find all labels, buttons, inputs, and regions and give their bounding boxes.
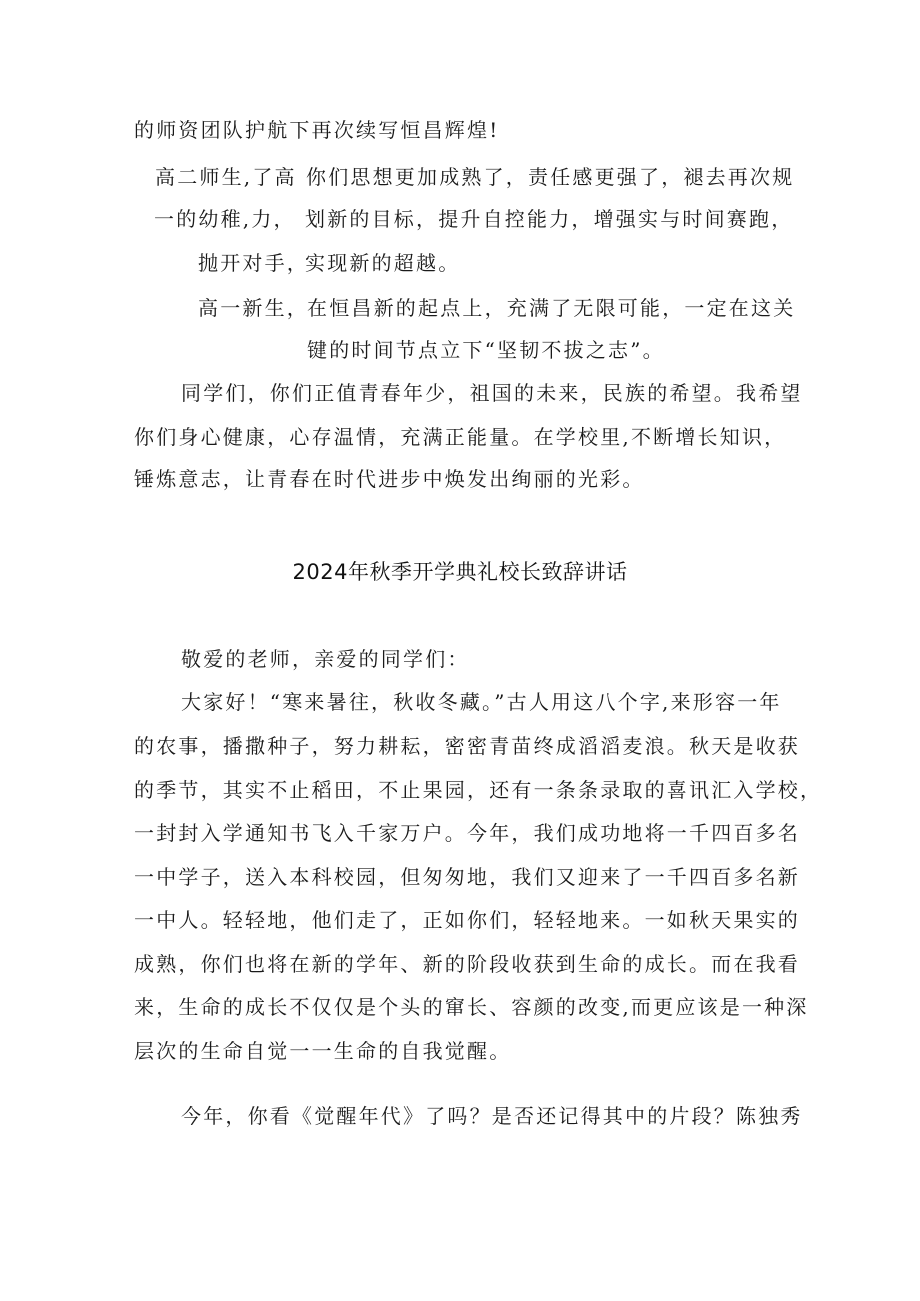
text-line: 层次的生命自觉一一生命的自我觉醒。 <box>134 1039 512 1063</box>
text-line: 一中人。轻轻地，他们走了，正如你们，轻轻地来。一如秋天果实的 <box>134 908 800 932</box>
text-line: 你们身心健康，心存温情，充满正能量。在学校里,不断增长知识， <box>134 425 787 449</box>
grade1-label: 高一新生， <box>198 296 309 320</box>
text-line: 一中学子，送入本科校园，但匆匆地，我们又迎来了一千四百多名新 <box>134 865 800 889</box>
grade2-label: 抛开对手， <box>198 251 309 275</box>
page-title: 2024年秋季开学典礼校长致辞讲话 <box>292 560 628 584</box>
grade2-label: 高二师生,了高 <box>155 165 297 189</box>
greeting: 敬爱的老师，亲爱的同学们： <box>181 647 470 671</box>
text-line: 你们思想更加成熟了，责任感更强了，褪去再次规 <box>306 165 795 189</box>
text-line: 划新的目标，提升自控能力，增强实与时间赛跑， <box>305 207 794 231</box>
text-line: 实现新的超越。 <box>305 251 461 275</box>
text-line: 来，生命的成长不仅仅是个头的窜长、容颜的改变,而更应该是一种深 <box>134 995 809 1019</box>
text-line: 在恒昌新的起点上，充满了无限可能，一定在这关 <box>307 296 796 320</box>
text-line: 的师资团队护航下再次续写恒昌辉煌! <box>134 118 500 142</box>
text-line: 今年，你看《觉醒年代》了吗？是否还记得其中的片段？陈独秀 <box>181 1104 803 1128</box>
text-line: 大家好！“寒来暑往，秋收冬藏。”古人用这八个字,来形容一年 <box>181 690 782 714</box>
text-line: 的季节，其实不止稻田，不止果园，还有一条条录取的喜讯汇入学校， <box>134 778 823 802</box>
text-line: 键的时间节点立下“坚韧不拔之志”。 <box>307 338 665 362</box>
text-line: 成熟，你们也将在新的学年、新的阶段收获到生命的成长。而在我看 <box>134 952 800 976</box>
text-line: 锤炼意志，让青春在时代进步中焕发出绚丽的光彩。 <box>134 467 645 491</box>
text-line: 同学们，你们正值青春年少，祖国的未来，民族的希望。我希望 <box>181 381 803 405</box>
text-line: 的农事，播撒种子，努力耕耘，密密青苗终成滔滔麦浪。秋天是收获 <box>134 734 800 758</box>
grade2-label: 一的幼稚,力， <box>154 207 296 231</box>
text-line: 一封封入学通知书飞入千家万户。今年，我们成功地将一千四百多名 <box>134 821 800 845</box>
